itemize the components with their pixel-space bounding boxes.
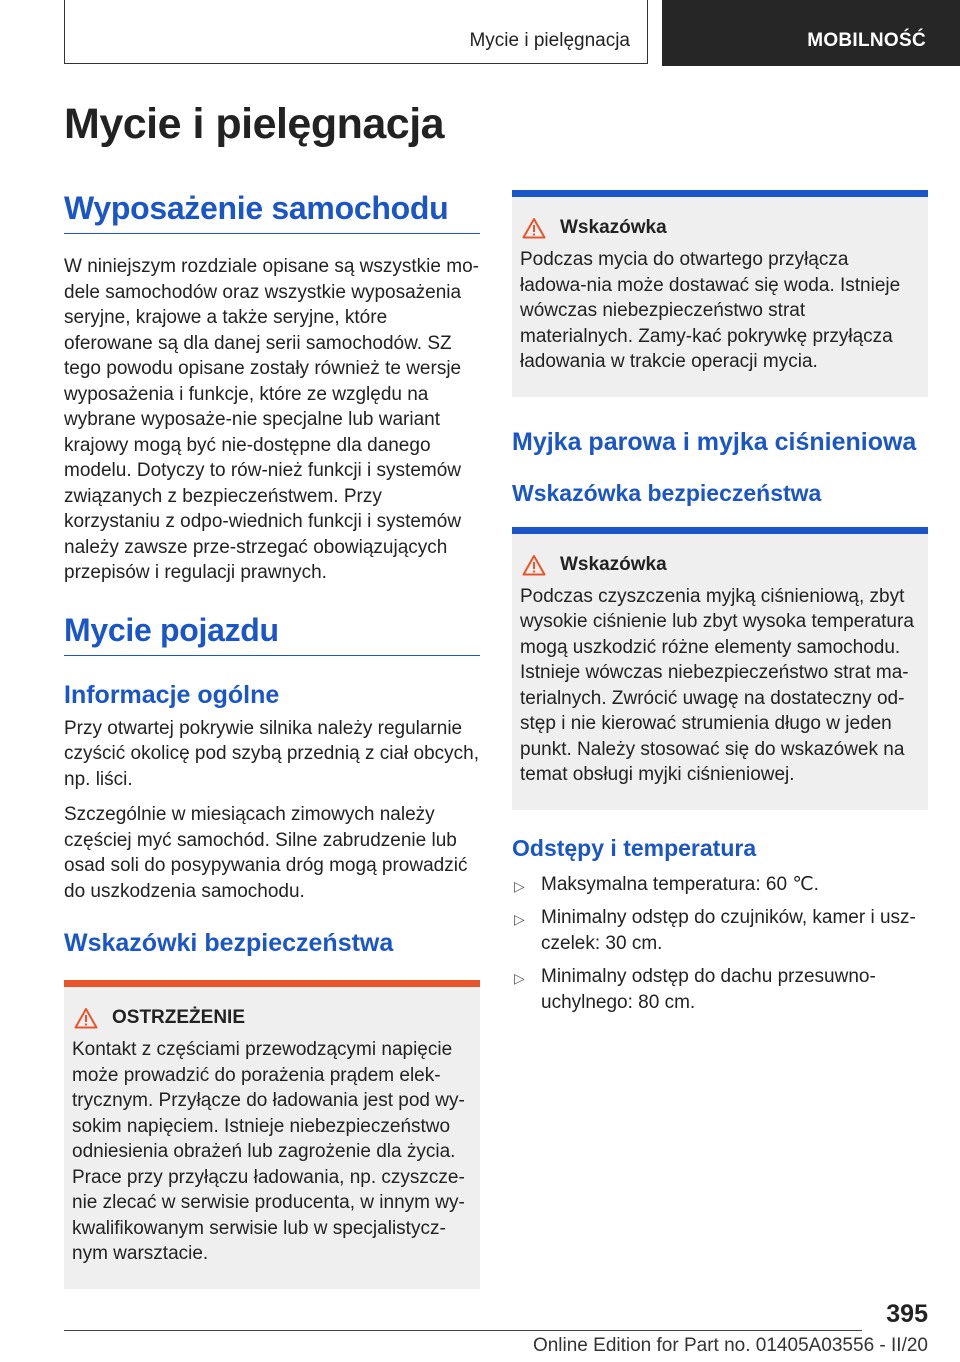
warning-triangle-icon bbox=[522, 554, 546, 576]
note-header-pressure bbox=[520, 554, 920, 576]
note-title-charging: Wskazówka bbox=[560, 217, 667, 238]
heading-washing: Mycie pojazdu bbox=[64, 612, 480, 656]
note-text-pressure: Podczas czyszczenia myjką ciśnieniową, zbyt wysokie ciśnienie lub zbyt wysoka temperatura mogą uszkodzić różne elementy samochodu. Istnieje wówczas niebezpieczeństwo strat ma-terialnych. Zwrócić uwagę na dostateczny od-stęp i nie kierować strumienia długo w jeden punkt. Należy stosować się do wskazówek na temat obsługi myjki ciśnieniowej. bbox=[520, 585, 914, 785]
page-title: Mycie i pielęgnacja bbox=[64, 100, 445, 148]
warning-title: OSTRZEŻENIE bbox=[112, 1007, 246, 1028]
page-number: 395 bbox=[886, 1300, 928, 1328]
left-column bbox=[64, 190, 480, 1289]
heading-equipment: Wyposażenie samochodu bbox=[64, 190, 480, 234]
heading-distances-temperature: Odstępy i temperatura bbox=[512, 834, 757, 861]
heading-steam-safety: Wskazówka bezpieczeństwa bbox=[512, 479, 822, 506]
header-tab-label: MOBILNOŚĆ bbox=[807, 30, 926, 51]
list-item: ▷ Maksymalna temperatura: 60 ℃. bbox=[512, 872, 928, 898]
heading-general-info: Informacje ogólne bbox=[64, 680, 280, 709]
warning-triangle-icon bbox=[74, 1007, 98, 1029]
general-paragraph-2: Szczególnie w miesiącach zimowych należy częściej myć samochód. Silne zabrudzenie lub osad soli do posypywania dróg mogą prowadzić do uszkodzenia samochodu. bbox=[64, 804, 468, 902]
note-box-pressure-washer bbox=[512, 527, 928, 810]
warning-box bbox=[64, 980, 480, 1289]
header-tab bbox=[662, 0, 960, 66]
warning-text: Kontakt z częściami przewodzącymi napięcie może prowadzić do porażenia prądem elek-trycznym. Przyłącze do ładowania jest pod wy-sokim napięciem. Istnieje niebezpieczeństwo odniesienia obrażeń lub zagrożenie dla życia. Prace przy przyłączu ładowania, np. czyszcze-nie zlecać w serwisie producenta, w innym wy-kwalifikowanym serwisie lub w specjalistycz-nym warsztacie. bbox=[72, 1039, 465, 1264]
header-section-title: Mycie i pielęgnacja bbox=[469, 30, 630, 51]
list-item: ▷ Minimalny odstęp do czujników, kamer i usz-czelek: 30 cm. bbox=[514, 907, 916, 954]
note-box-charging bbox=[512, 190, 928, 397]
bullet-triangle-icon: ▷ bbox=[514, 877, 525, 894]
equipment-paragraph: W niniejszym rozdziale opisane są wszystkie mo-dele samochodów oraz wszystkie wyposażenia seryjne, krajowe a także seryjne, które oferowane są dla danej serii samochodów. SZ tego powodu opisane zostały również te wersje wyposażenia i funkcje, które ze względu na wybrane wyposaże-nie specjalne lub wariant krajowy mogą być nie-dostępne dla danego modelu. Dotyczy to rów-nież funkcji i systemów związanych z bezpieczeństwem. Przy korzystaniu z odpo-wiednich funkcji i systemów należy zawsze prze-strzegać obowiązujących przepisów i regulacji prawnych. bbox=[64, 256, 479, 583]
bullet-triangle-icon: ▷ bbox=[514, 911, 525, 927]
note-text-charging: Podczas mycia do otwartego przyłącza ładowa-nia może dostawać się woda. Istnieje wówczas niebezpieczeństwo strat materialnych. Zamy-kać pokrywkę przyłącza ładowania w trakcie operacji mycia. bbox=[520, 249, 901, 372]
heading-safety-tips: Wskazówki bezpieczeństwa bbox=[64, 929, 394, 957]
footer-divider bbox=[64, 1330, 862, 1331]
warning-triangle-icon bbox=[522, 217, 546, 239]
warning-header bbox=[72, 1007, 472, 1029]
footer-edition: Online Edition for Part no. 01405A03556 - II/20 bbox=[532, 1335, 928, 1356]
right-column bbox=[512, 190, 928, 1023]
list-item: ▷ Minimalny odstęp do dachu przesuwno-uchylnego: 80 cm. bbox=[514, 966, 876, 1013]
bullet-triangle-icon: ▷ bbox=[514, 970, 525, 986]
general-paragraph-1: Przy otwartej pokrywie silnika należy regularnie czyścić okolicę pod szybą przednią z ciał obcych, np. liści. bbox=[64, 717, 480, 790]
note-header-charging bbox=[520, 217, 920, 239]
heading-steam-washer: Myjka parowa i myjka ciśnieniowa bbox=[512, 427, 917, 456]
note-title-pressure: Wskazówka bbox=[560, 553, 667, 575]
distances-list bbox=[512, 872, 928, 1016]
